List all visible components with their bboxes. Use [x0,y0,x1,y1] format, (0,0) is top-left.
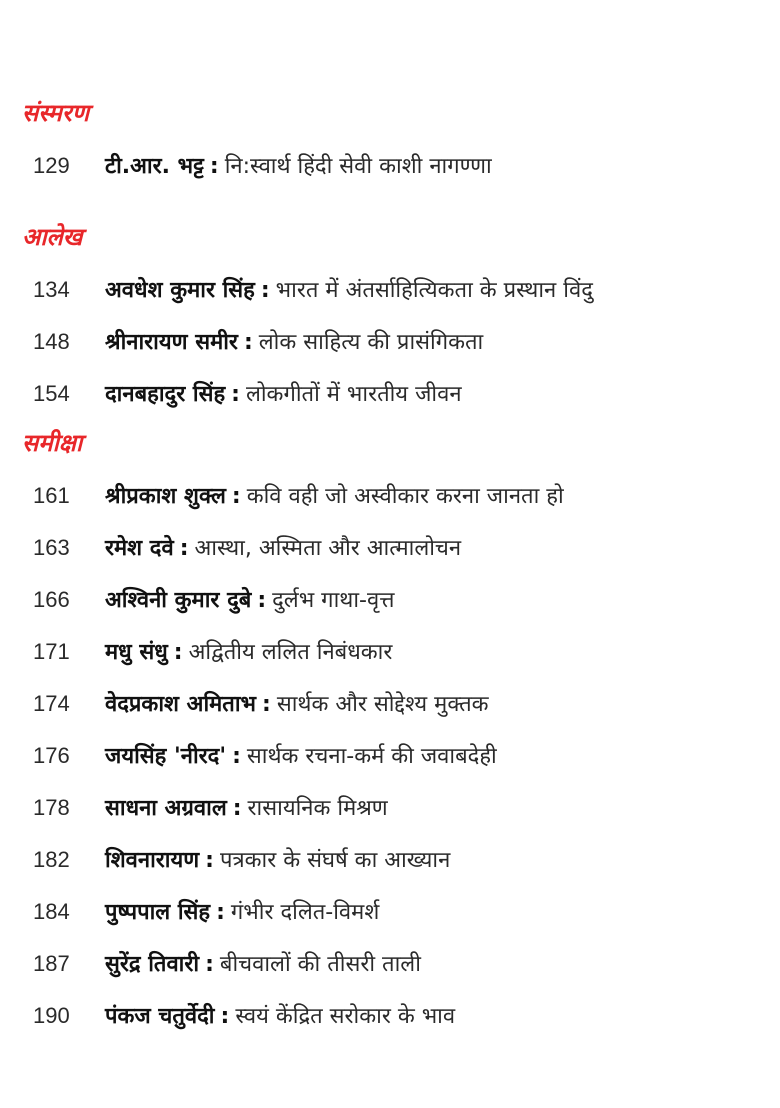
entry-title: सार्थक और सोद्देश्य मुक्तक [276,692,489,717]
section-heading-aalekh: आलेख [22,223,83,251]
toc-entry[interactable] [33,584,773,614]
author-name: वेदप्रकाश अमिताभ [105,692,257,717]
author-name: अवधेश कुमार सिंह [105,278,255,303]
entry-title: अद्वितीय ललित निबंधकार [188,640,393,665]
author-name: पंकज चतुर्वेदी [105,1004,215,1029]
entry-title: भारत में अंतर्साहित्यिकता के प्रस्थान विंदु [275,278,593,303]
author-name: जयसिंह 'नीरद' [105,744,227,769]
entry-title: लोक साहित्य की प्रासंगिकता [258,330,484,355]
author-name: टी.आर. भट्ट [105,154,204,179]
entry-title: लोकगीतों में भारतीय जीवन [245,382,462,407]
page-number: 178 [33,795,70,820]
separator: : [205,952,214,977]
entry-title: सार्थक रचना-कर्म की जवाबदेही [246,744,497,769]
page-number: 148 [33,329,70,354]
entry-title: दुर्लभ गाथा-वृत्त [272,588,395,613]
separator: : [260,278,270,303]
author-name: मधु संधु [105,640,168,665]
separator: : [173,640,183,665]
toc-entry[interactable] [33,1000,773,1030]
toc-entry[interactable] [33,740,773,770]
page-number: 161 [33,483,70,508]
separator: : [232,796,242,821]
entry-title: नि:स्वार्थ हिंदी सेवी काशी नागण्णा [224,154,492,179]
page-number: 129 [33,153,70,178]
page-number: 174 [33,691,70,716]
separator: : [179,536,189,561]
section-heading-sameeksha: समीक्षा [22,429,83,457]
entry-title: आस्था, अस्मिता और आत्मालोचन [194,536,462,561]
author-name: शिवनारायण [105,848,200,873]
separator: : [209,154,219,179]
toc-entry[interactable] [33,532,773,562]
page-number: 190 [33,1003,70,1028]
entry-title: पत्रकार के संघर्ष का आख्यान [219,848,451,873]
toc-entry[interactable] [33,274,773,304]
separator: : [231,484,241,509]
separator: : [257,588,267,613]
author-name: अश्विनी कुमार दुबे [105,588,252,613]
toc-entry[interactable] [33,896,773,926]
entry-title: कवि वही जो अस्वीकार करना जानता हो [246,484,564,509]
author-name: रमेश दवे [105,536,174,561]
author-name: सुरेंद्र तिवारी [105,952,200,977]
page-number: 187 [33,951,70,976]
author-name: श्रीप्रकाश शुक्ल [105,484,226,509]
page-number: 154 [33,381,70,406]
author-name: साधना अग्रवाल [105,796,227,821]
page-number: 134 [33,277,70,302]
section-heading-sansmaran: संस्मरण [22,99,90,127]
toc-entry[interactable] [33,688,773,718]
entry-title: रासायनिक मिश्रण [247,796,388,821]
author-name: पुष्पपाल सिंह [105,900,211,925]
page-number: 166 [33,587,70,612]
separator: : [231,382,240,407]
toc-entry[interactable] [33,378,773,408]
toc-entry[interactable] [33,948,773,978]
separator: : [216,900,225,925]
toc-entry[interactable] [33,636,773,666]
entry-title: बीचवालों की तीसरी ताली [219,952,421,977]
separator: : [220,1004,230,1029]
separator: : [232,744,241,769]
entry-title: स्वयं केंद्रित सरोकार के भाव [235,1004,456,1029]
page-number: 176 [33,743,70,768]
author-name: श्रीनारायण समीर [105,330,238,355]
separator: : [205,848,214,873]
author-name: दानबहादुर सिंह [105,382,226,407]
separator: : [243,330,253,355]
page-number: 171 [33,639,70,664]
page-number: 184 [33,899,70,924]
page-number: 182 [33,847,70,872]
toc-entry[interactable] [33,150,773,180]
toc-entry[interactable] [33,326,773,356]
toc-entry[interactable] [33,844,773,874]
entry-title: गंभीर दलित-विमर्श [230,900,380,925]
toc-entry[interactable] [33,480,773,510]
toc-entry[interactable] [33,792,773,822]
separator: : [262,692,271,717]
page-number: 163 [33,535,70,560]
